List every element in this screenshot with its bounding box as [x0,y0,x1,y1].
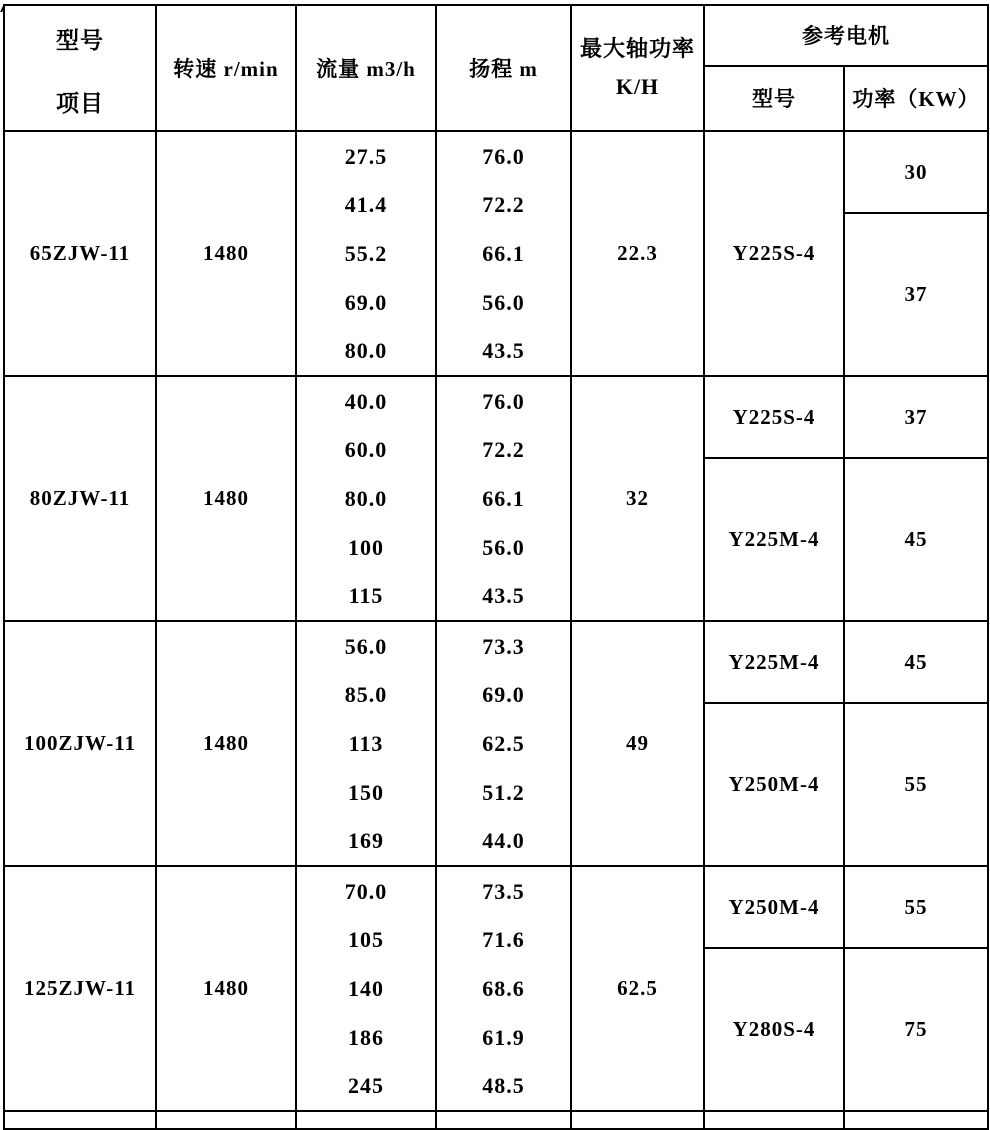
cell-motor-model: Y225S-4 [704,131,844,376]
cell-motor-model: Y225M-4 [704,458,844,621]
head-value: 76.0 [482,143,525,169]
table-header-row [4,5,988,66]
table-row [4,131,988,213]
cell-motor-kw: 45 [844,621,988,703]
head-value: 76.0 [482,388,525,414]
flow-value: 245 [348,1073,384,1099]
table-row [4,866,988,948]
spec-sheet [0,4,990,1123]
pump-specification-table [3,4,989,1130]
header-max-power-line1: 最大轴功率 [579,35,695,61]
flow-value: 80.0 [344,338,388,364]
head-value: 51.2 [482,779,525,805]
cell-motor-kw: 30 [844,131,988,213]
cell-flow-list [296,621,436,866]
cell-head-list [436,131,571,376]
cell-flow-list [296,376,436,621]
header-item-label: 项目 [56,91,104,116]
head-value: 61.9 [482,1024,525,1050]
flow-value: 100 [348,534,384,560]
cell-motor-model: Y280S-4 [704,948,844,1111]
head-value: 69.0 [482,682,525,708]
clipped-cell [296,1111,436,1129]
clipped-cell [571,1111,704,1129]
cell-motor-kw: 55 [844,703,988,866]
header-motor-group: 参考电机 [704,5,988,66]
cell-flow-list [296,131,436,376]
cell-head-list [436,866,571,1111]
flow-value: 70.0 [344,878,388,904]
flow-value: 169 [348,828,384,854]
header-head: 扬程 m [436,5,571,131]
flow-value: 56.0 [344,633,388,659]
flow-value: 40.0 [344,388,388,414]
cell-model: 65ZJW-11 [4,131,156,376]
cell-max-power: 32 [571,376,704,621]
cell-motor-model: Y225M-4 [704,621,844,703]
cell-max-power: 22.3 [571,131,704,376]
cell-motor-model: Y225S-4 [704,376,844,458]
flow-value: 113 [348,730,384,756]
cell-speed: 1480 [156,866,296,1111]
flow-value: 150 [348,779,384,805]
clipped-cell [704,1111,844,1129]
cell-head-list [436,376,571,621]
header-speed: 转速 r/min [156,5,296,131]
cell-flow-list [296,866,436,1111]
flow-value: 105 [348,927,384,953]
header-flow: 流量 m3/h [296,5,436,131]
cell-speed: 1480 [156,131,296,376]
flow-value: 27.5 [344,143,388,169]
table-row-clipped [4,1111,988,1129]
flow-value: 41.4 [344,192,388,218]
cell-motor-kw: 75 [844,948,988,1111]
table-row [4,376,988,458]
head-value: 56.0 [482,289,525,315]
cell-max-power: 62.5 [571,866,704,1111]
flow-value: 85.0 [344,682,388,708]
cell-motor-kw: 37 [844,376,988,458]
clipped-cell [844,1111,988,1129]
head-value: 71.6 [482,927,525,953]
head-value: 56.0 [482,534,525,560]
cell-model: 80ZJW-11 [4,376,156,621]
flow-value: 140 [348,975,384,1001]
cell-motor-model: Y250M-4 [704,703,844,866]
head-value: 66.1 [482,240,525,266]
flow-value: 186 [348,1024,384,1050]
header-max-power [571,5,704,131]
cell-head-list [436,621,571,866]
header-max-power-line2: K/H [615,74,660,99]
header-corner-cell [4,5,156,131]
header-motor-kw: 功率（KW） [844,66,988,131]
cell-speed: 1480 [156,376,296,621]
head-value: 72.2 [482,192,525,218]
cell-speed: 1480 [156,621,296,866]
head-value: 73.3 [482,633,525,659]
head-value: 68.6 [482,975,525,1001]
clipped-cell [436,1111,571,1129]
head-value: 48.5 [482,1073,525,1099]
head-value: 73.5 [482,878,525,904]
clipped-cell [4,1111,156,1129]
cell-model: 125ZJW-11 [4,866,156,1111]
head-value: 62.5 [482,730,525,756]
table-row [4,621,988,703]
cell-motor-kw: 37 [844,213,988,376]
head-value: 43.5 [482,583,525,609]
head-value: 72.2 [482,437,525,463]
flow-value: 115 [348,583,384,609]
cell-max-power: 49 [571,621,704,866]
cell-motor-kw: 55 [844,866,988,948]
cell-motor-model: Y250M-4 [704,866,844,948]
flow-value: 80.0 [344,485,388,511]
clipped-cell [156,1111,296,1129]
cell-model: 100ZJW-11 [4,621,156,866]
header-motor-model: 型号 [704,66,844,131]
cell-motor-kw: 45 [844,458,988,621]
head-value: 43.5 [482,338,525,364]
flow-value: 55.2 [344,240,388,266]
flow-value: 60.0 [344,437,388,463]
head-value: 66.1 [482,485,525,511]
header-model-label: 型号 [56,28,104,53]
flow-value: 69.0 [344,289,388,315]
head-value: 44.0 [482,828,525,854]
